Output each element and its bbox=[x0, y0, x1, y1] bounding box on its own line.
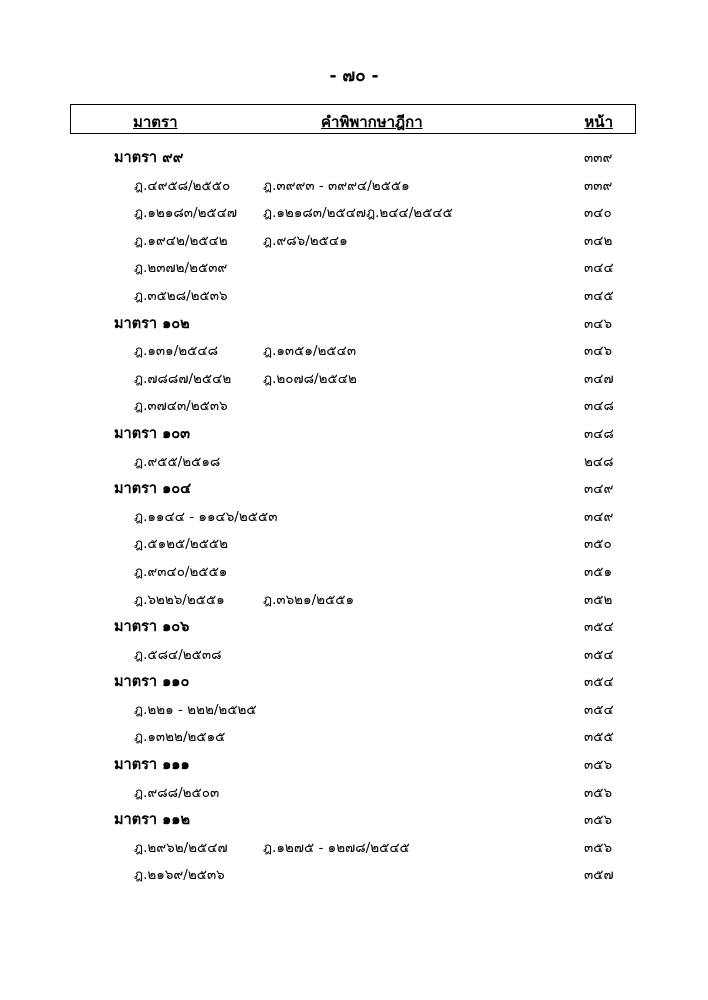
page-reference: ๓๕๐ bbox=[584, 536, 612, 553]
ruling-entry-row bbox=[0, 583, 708, 611]
ruling-citation: ฎ.๒๑๖๙/๒๕๓๖ bbox=[134, 867, 225, 884]
page-reference: ๓๔๘ bbox=[584, 425, 614, 442]
page-reference: ๓๔๔ bbox=[584, 260, 614, 277]
page-reference: ๓๔๘ bbox=[584, 398, 614, 415]
ruling-entry-row bbox=[0, 638, 708, 666]
section-heading-row bbox=[0, 472, 708, 500]
ruling-citation-secondary: ฎ.๑๒๗๕ - ๑๒๗๘/๒๕๔๕ bbox=[263, 839, 410, 856]
ruling-citation: ฎ.๕๑๒๕/๒๕๕๒ bbox=[134, 536, 229, 553]
page-reference: ๓๕๖ bbox=[584, 784, 613, 801]
ruling-entry-row bbox=[0, 693, 708, 721]
ruling-entry-row bbox=[0, 279, 708, 307]
section-heading-row bbox=[0, 748, 708, 776]
ruling-entry-row bbox=[0, 251, 708, 279]
ruling-citation: ฎ.๙๕๕/๒๕๑๘ bbox=[134, 453, 221, 470]
section-label: มาตรา ๑๑๑ bbox=[114, 757, 190, 774]
table-header bbox=[70, 104, 636, 134]
page-number: - ๗๐ - bbox=[329, 66, 379, 86]
ruling-citation: ฎ.๙๓๔๐/๒๕๕๑ bbox=[134, 563, 228, 580]
ruling-citation-secondary: ฎ.๑๒๑๘๓/๒๕๔๗ฎ.๒๔๔/๒๕๔๕ bbox=[263, 205, 453, 222]
section-label: มาตรา ๑๐๓ bbox=[114, 425, 191, 442]
section-heading-row bbox=[0, 665, 708, 693]
ruling-citation: ฎ.๙๘๘/๒๕๐๓ bbox=[134, 784, 220, 801]
section-heading-row bbox=[0, 307, 708, 335]
page-reference: ๓๕๑ bbox=[584, 563, 613, 580]
ruling-citation: ฎ.๓๗๔๓/๒๕๓๖ bbox=[134, 398, 228, 415]
ruling-entry-row bbox=[0, 527, 708, 555]
ruling-citation: ฎ.๓๕๒๘/๒๕๓๖ bbox=[134, 287, 228, 304]
ruling-entry-row bbox=[0, 224, 708, 252]
page-reference: ๓๕๔ bbox=[584, 619, 614, 636]
section-label: มาตรา ๑๐๔ bbox=[114, 481, 192, 498]
page-reference: ๓๔๖ bbox=[584, 315, 613, 332]
section-heading-row bbox=[0, 610, 708, 638]
page-reference: ๓๓๙ bbox=[584, 177, 613, 194]
ruling-citation: ฎ.๒๙๖๒/๒๕๔๗ bbox=[134, 839, 228, 856]
ruling-citation-secondary: ฎ.๑๓๕๑/๒๕๔๓ bbox=[263, 343, 357, 360]
ruling-citation-secondary: ฎ.๒๐๗๘/๒๕๔๒ bbox=[263, 370, 357, 387]
section-label: มาตรา ๑๑๐ bbox=[114, 674, 190, 691]
ruling-entry-row bbox=[0, 389, 708, 417]
page-reference: ๓๔๒ bbox=[584, 232, 613, 249]
page-reference: ๓๕๒ bbox=[584, 591, 613, 608]
page-reference: ๓๕๖ bbox=[584, 839, 613, 856]
ruling-citation-secondary: ฎ.๓๙๙๓ - ๓๙๙๔/๒๕๕๑ bbox=[263, 177, 410, 194]
page-reference: ๒๔๘ bbox=[584, 453, 614, 470]
ruling-citation: ฎ.๒๒๑ - ๒๒๒/๒๕๒๕ bbox=[134, 701, 257, 718]
ruling-citation: ฎ.๒๓๗๒/๒๕๓๙ bbox=[134, 260, 228, 277]
ruling-entry-row bbox=[0, 334, 708, 362]
section-label: มาตรา ๙๙ bbox=[114, 150, 184, 166]
ruling-citation-secondary: ฎ.๓๖๒๑/๒๕๕๑ bbox=[263, 591, 355, 608]
ruling-entry-row bbox=[0, 500, 708, 528]
ruling-citation: ฎ.๑๓๑/๒๕๔๘ bbox=[134, 343, 219, 360]
page-reference: ๓๕๕ bbox=[584, 729, 614, 746]
ruling-entry-row bbox=[0, 555, 708, 583]
page-reference: ๓๕๖ bbox=[584, 757, 613, 774]
page-reference: ๓๔๗ bbox=[584, 370, 614, 387]
page-reference: ๓๕๗ bbox=[584, 867, 614, 884]
ruling-entry-row bbox=[0, 169, 708, 197]
ruling-entry-row bbox=[0, 831, 708, 859]
ruling-entry-row bbox=[0, 362, 708, 390]
header-ruling-label: คำพิพากษาฎีกา bbox=[321, 113, 423, 131]
page-reference: ๓๔๖ bbox=[584, 343, 613, 360]
header-page-label: หน้า bbox=[584, 113, 613, 131]
ruling-citation-secondary: ฎ.๙๘๖/๒๕๔๑ bbox=[263, 232, 348, 249]
ruling-entry-row bbox=[0, 858, 708, 886]
ruling-citation: ฎ.๔๙๕๘/๒๕๕๐ bbox=[134, 177, 231, 194]
page-reference: ๓๕๔ bbox=[584, 674, 614, 691]
index-list bbox=[0, 141, 708, 886]
page-reference: ๓๔๐ bbox=[584, 205, 612, 222]
section-label: มาตรา ๑๑๒ bbox=[114, 812, 191, 829]
section-label: มาตรา ๑๐๒ bbox=[114, 315, 190, 332]
ruling-citation: ฎ.๗๘๘๗/๒๕๔๒ bbox=[134, 370, 232, 387]
page-reference: ๓๕๖ bbox=[584, 812, 613, 829]
ruling-entry-row bbox=[0, 445, 708, 473]
section-label: มาตรา ๑๐๖ bbox=[114, 619, 190, 636]
ruling-citation: ฎ.๑๒๑๘๓/๒๕๔๗ bbox=[134, 205, 238, 222]
ruling-citation: ฎ.๑๙๔๒/๒๕๔๒ bbox=[134, 232, 228, 249]
ruling-citation: ฎ.๑๑๔๔ - ๑๑๔๖/๒๕๕๓ bbox=[134, 508, 278, 525]
section-heading-row bbox=[0, 141, 708, 169]
ruling-citation: ฎ.๑๓๒๒/๒๕๑๕ bbox=[134, 729, 226, 746]
page-reference: ๓๔๕ bbox=[584, 287, 614, 304]
page-reference: ๓๕๔ bbox=[584, 701, 614, 718]
page-reference: ๓๕๔ bbox=[584, 646, 614, 663]
ruling-citation: ฎ.๖๒๒๖/๒๕๕๑ bbox=[134, 591, 225, 608]
ruling-entry-row bbox=[0, 196, 708, 224]
header-section-label: มาตรา bbox=[133, 113, 178, 131]
page-reference: ๓๓๙ bbox=[584, 150, 613, 166]
page-reference: ๓๔๙ bbox=[584, 508, 614, 525]
ruling-entry-row bbox=[0, 720, 708, 748]
section-heading-row bbox=[0, 803, 708, 831]
page-reference: ๓๔๙ bbox=[584, 481, 614, 498]
ruling-citation: ฎ.๕๘๔/๒๕๓๘ bbox=[134, 646, 222, 663]
section-heading-row bbox=[0, 417, 708, 445]
ruling-entry-row bbox=[0, 776, 708, 804]
